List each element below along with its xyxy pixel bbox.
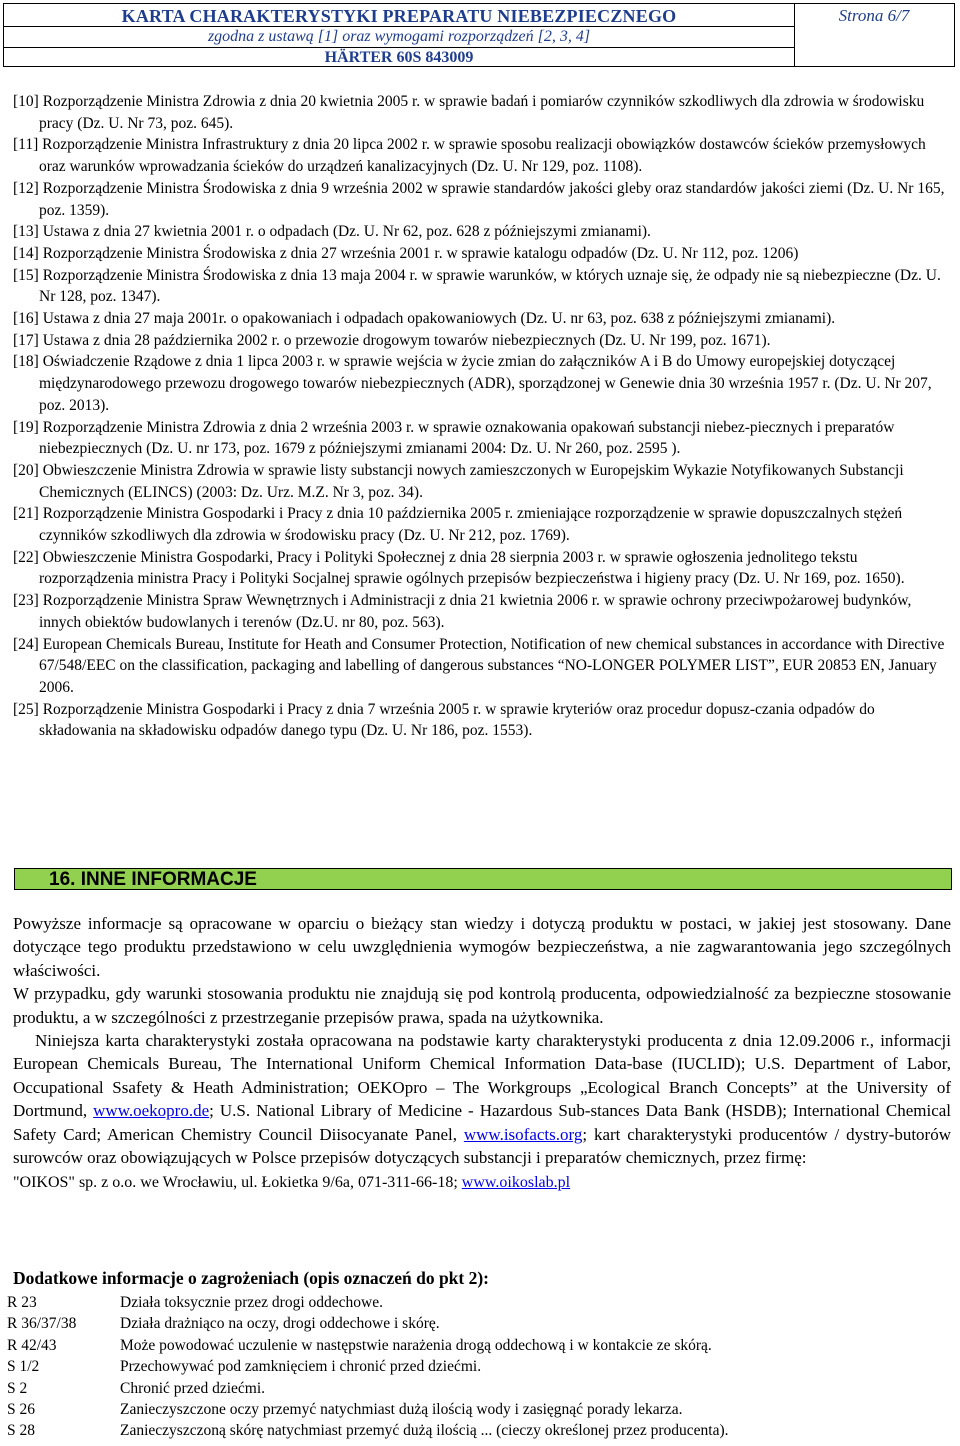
hazard-code: R 23 — [7, 1294, 37, 1311]
hazard-description: Może powodować uczulenie w następstwie narażenia drogą oddechową i w kontakcie ze skórą. — [120, 1336, 712, 1354]
reference-item: [24] European Chemicals Bureau, Institute for Heath and Consumer Protection, Notification of new chemical substances in accordance with Directive 67/548/EEC on the classification, packaging and labelling of dangerous substances “NO-LONGER POLYMER LIST”, EUR 20853 EN, January 2006. — [13, 635, 945, 696]
document-title: KARTA CHARAKTERYSTYKI PREPARATU NIEBEZPIECZNEGO — [121, 6, 677, 26]
hazard-code: S 28 — [7, 1422, 35, 1440]
hazard-description: Przechowywać pod zamknięciem i chronić przed dziećmi. — [120, 1358, 482, 1376]
company-line — [13, 1171, 951, 1194]
info-paragraph: Powyższe informacje są opracowane w oparciu o bieżący stan wiedzy i dotyczą produktu w postaci, w jakiej jest stosowany. Dane dotyczące tego produktu przedstawiono w celu uwzględnienia wymogów bezpieczeństwa, a nie zagwarantowania jego szczególnych właściwości. — [13, 914, 951, 980]
document-subtitle: zgodna z ustawą [1] oraz wymogami rozporządzeń [2, 3, 4] — [207, 28, 591, 45]
hazard-description: Działa toksycznie przez drogi oddechowe. — [120, 1294, 383, 1311]
reference-item: [21] Rozporządzenie Ministra Gospodarki i Pracy z dnia 10 października 2005 r. zmieniające rozporządzenie w sprawie dopuszczalnych stężeń czynników szkodliwych dla zdrowia w środowisku pracy (Dz. U. Nr 212, poz. 1769). — [13, 505, 903, 545]
sources-text: ; kart charakterystyki producentów / dystry-butorów surowców oraz obowiązujących w Polsce przepisów dotyczących substancji i preparatów chemicznych, przez firmę: — [13, 1124, 951, 1168]
hazard-code-row — [7, 1420, 947, 1441]
info-paragraph: W przypadku, gdy warunki stosowania produktu nie znajdują się pod kontrolą producenta, odpowiedzialność za bezpieczne stosowanie produktu, a w szczególności z przestrzeganie przepisów prawa, spada na użytkownika. — [13, 984, 951, 1027]
references-list — [13, 91, 953, 742]
reference-item: [15] Rozporządzenie Ministra Środowiska z dnia 13 maja 2004 r. w sprawie warunków, w których uznaje się, że odpady nie są niebezpieczne (Dz. U. Nr 128, poz. 1347). — [13, 266, 941, 306]
reference-item: [23] Rozporządzenie Ministra Spraw Wewnętrznych i Administracji z dnia 21 kwietnia 2006 r. w sprawie ochrony przeciwpożarowej budynków, innych obiektów budowlanych i terenów (Dz.U. nr 80, poz. 563). — [13, 592, 912, 631]
hazard-code: S 2 — [7, 1379, 28, 1397]
hazard-description: Chronić przed dziećmi. — [120, 1379, 266, 1397]
page-number: Strona 6/7 — [838, 6, 910, 25]
reference-item: [22] Obwieszczenie Ministra Gospodarki, Pracy i Polityki Społecznej z dnia 28 sierpnia 2003 r. w sprawie ogłoszenia jednolitego tekstu rozporządzenia ministra Pracy i Polityki Socjalnej sprawie ogólnych przepisów bezpieczeństwa i higieny pracy (Dz. U. Nr 169, poz. 1650). — [13, 548, 905, 588]
hazard-code: S 26 — [7, 1400, 35, 1418]
hazard-description: Działa drażniąco na oczy, drogi oddechowe i skórę. — [120, 1315, 440, 1333]
hazard-code-row — [7, 1356, 947, 1377]
sources-text: Niniejsza karta charakterystyki została opracowana na podstawie karty charakterystyki producenta z dnia 12.09.2006 r., informacji European Chemicals Bureau, The International Uniform Chemical Information Data-base (IUCLID); U.S. Department of Labor, Occupational Ssafety & Heath Administration; OEKOpro – The Workgroups „Ecological Branch Concepts” at the University of Dortmund, — [13, 1031, 951, 1121]
reference-item: [20] Obwieszczenie Ministra Zdrowia w sprawie listy substancji nowych zamieszczonych w Europejskim Wykazie Notyfikowanych Substancji Chemicznych (ELINCS) (2003: Dz. Urz. M.Z. Nr 3, poz. 34). — [13, 461, 904, 501]
hazard-description: Zanieczyszczone oczy przemyć natychmiast dużą ilością wody i zasięgnąć porady lekarza. — [120, 1400, 683, 1418]
hazard-code-row — [7, 1313, 947, 1334]
reference-item: [16] Ustawa z dnia 27 maja 2001r. o opakowaniach i odpadach opakowaniowych (Dz. U. nr 63, poz. 638 z późniejszymi zmianami). — [13, 310, 836, 328]
hazard-code-row — [7, 1378, 947, 1399]
header-divider — [4, 47, 794, 48]
hazard-codes-list — [7, 1292, 947, 1442]
other-information — [13, 912, 951, 1195]
oekopro-link[interactable]: www.oekopro.de — [93, 1101, 210, 1121]
hazard-info-title: Dodatkowe informacje o zagrożeniach (opis oznaczeń do pkt 2): — [13, 1268, 490, 1288]
hazard-description: Zanieczyszczoną skórę natychmiast przemyć dużą ilością ... (cieczy określonej przez producenta). — [120, 1422, 729, 1440]
reference-item: [14] Rozporządzenie Ministra Środowiska z dnia 27 września 2001 r. w sprawie katalogu odpadów (Dz. U. Nr 112, poz. 1206) — [13, 244, 799, 262]
info-paragraph-sources — [13, 1029, 951, 1169]
isofacts-link[interactable]: www.isofacts.org — [463, 1124, 583, 1144]
section-header — [14, 868, 952, 890]
header-divider — [4, 26, 794, 27]
hazard-code: S 1/2 — [7, 1358, 40, 1376]
reference-item: [17] Ustawa z dnia 28 października 2002 r. o przewozie drogowym towarów niebezpiecznych (Dz. U. Nr 199, poz. 1671). — [13, 331, 771, 349]
reference-item: [18] Oświadczenie Rządowe z dnia 1 lipca 2003 r. w sprawie wejścia w życie zmian do załączników A i B do Umowy europejskiej dotyczącej międzynarodowego przewozu drogowego towarów niebezpiecznych (ADR), sporządzonej w Genewie dnia 30 września 1957 r. (Dz. U. Nr 207, poz. 2013). — [13, 353, 932, 414]
hazard-code-row — [7, 1399, 947, 1420]
product-name: HÄRTER 60S 843009 — [324, 49, 474, 66]
oikoslab-link[interactable]: www.oikoslab.pl — [461, 1174, 571, 1192]
hazard-code: R 42/43 — [7, 1336, 57, 1354]
document-header — [3, 3, 955, 67]
hazard-code: R 36/37/38 — [7, 1315, 77, 1333]
reference-item: [12] Rozporządzenie Ministra Środowiska z dnia 9 września 2002 w sprawie standardów jakości gleby oraz standardów jakości ziemi (Dz. U. Nr 165, poz. 1359). — [13, 179, 945, 219]
company-text: "OIKOS" sp. z o.o. we Wrocławiu, ul. Łokietka 9/6a, 071-311-66-18; — [13, 1174, 462, 1192]
section-title: 16. INNE INFORMACJE — [49, 869, 257, 890]
reference-item: [25] Rozporządzenie Ministra Gospodarki i Pracy z dnia 7 września 2005 r. w sprawie kryteriów oraz procedur dopusz-czania odpadów do składowania na składowisku odpadów danego typu (Dz. U. Nr 186, poz. 1553). — [13, 700, 875, 740]
reference-item: [10] Rozporządzenie Ministra Zdrowia z dnia 20 kwietnia 2005 r. w sprawie badań i pomiarów czynników szkodliwych dla zdrowia w środowisku pracy (Dz. U. Nr 73, poz. 645). — [13, 93, 925, 132]
hazard-code-row — [7, 1292, 947, 1313]
hazard-code-row — [7, 1335, 947, 1356]
reference-item: [11] Rozporządzenie Ministra Infrastruktury z dnia 20 lipca 2002 r. w sprawie sposobu realizacji obowiązków dostawców ścieków przemysłowych oraz warunków wprowadzania ścieków do urządzeń kanalizacyjnych (Dz. U. Nr 129, poz. 1108). — [13, 136, 926, 176]
sources-text: ; U.S. National Library of Medicine - Hazardous Sub-stances Data Bank (HSDB); International Chemical Safety Card; American Chemistry Council Diisocyanate Panel, — [13, 1101, 952, 1144]
reference-item: [13] Ustawa z dnia 27 kwietnia 2001 r. o odpadach (Dz. U. Nr 62, poz. 628 z późniejszymi zmianami). — [13, 223, 651, 241]
reference-item: [19] Rozporządzenie Ministra Zdrowia z dnia 2 września 2003 r. w sprawie oznakowania opakowań substancji niebez-piecznych i preparatów niebezpiecznych (Dz. U. nr 173, poz. 1679 z późniejszymi zmianami 2004: Dz. U. Nr 260, poz. 2595 ). — [13, 418, 895, 458]
